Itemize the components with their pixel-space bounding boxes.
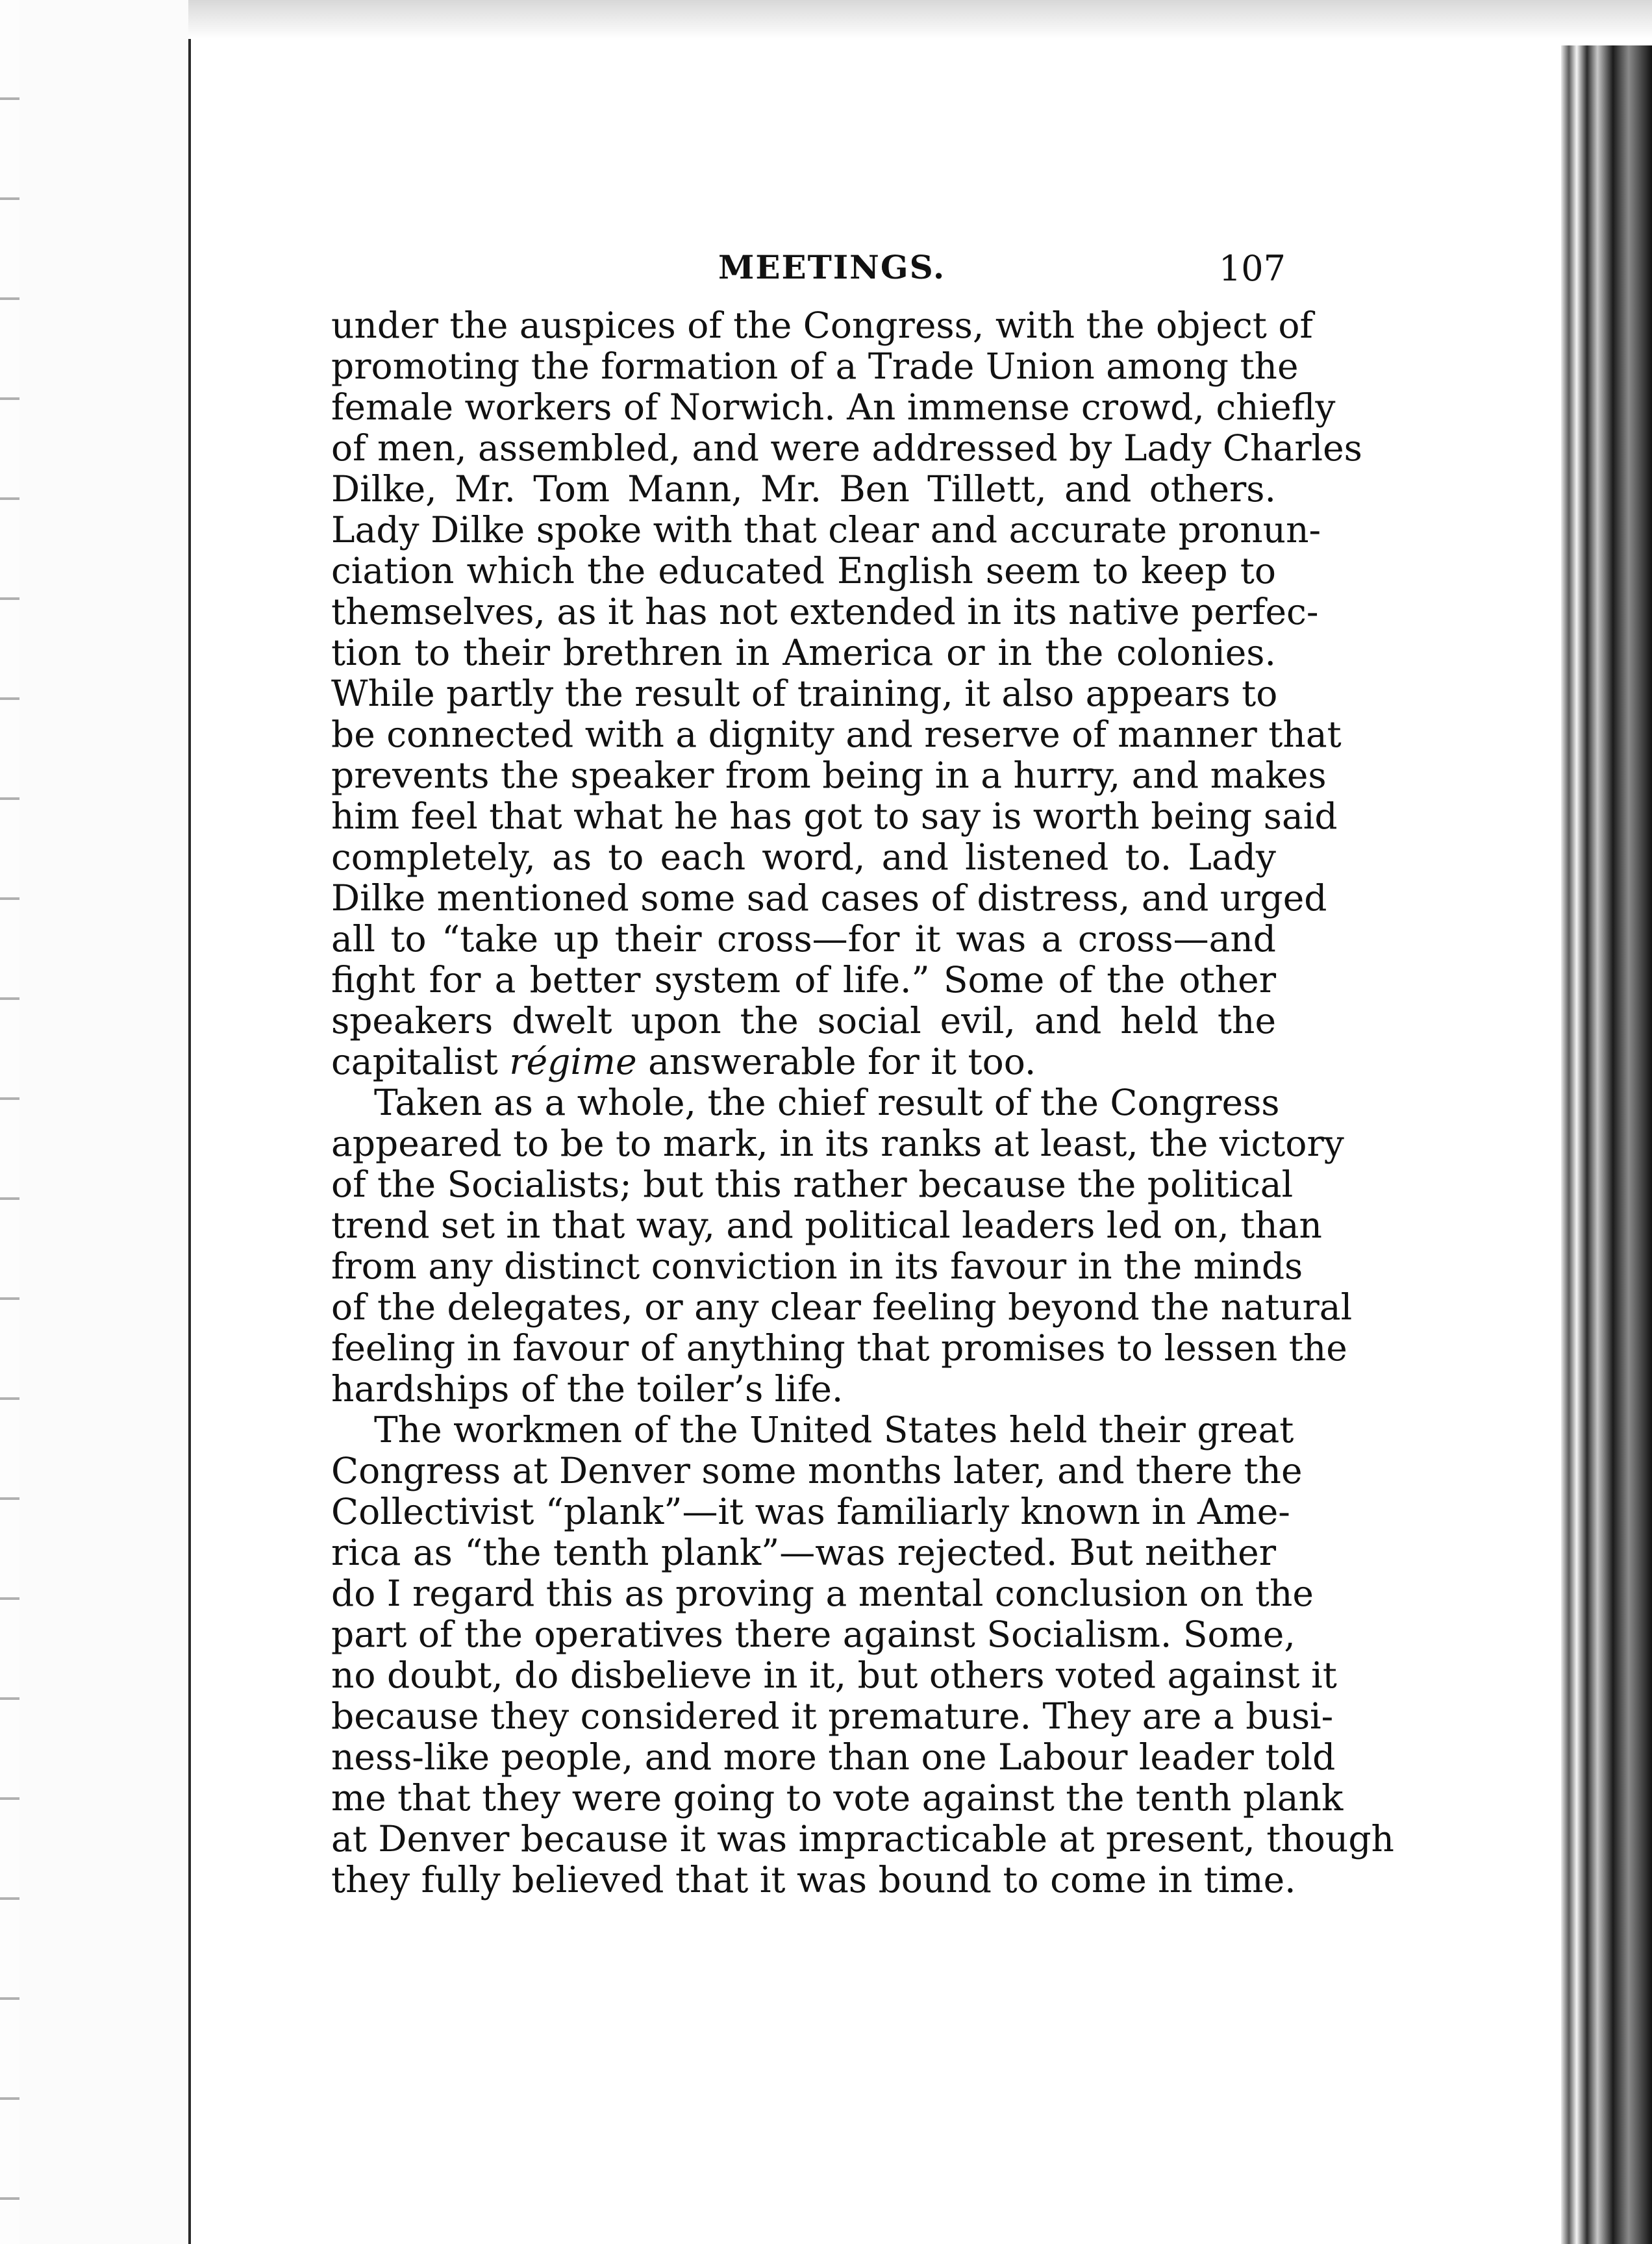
text-line: of the delegates, or any clear feeling beyond the natural: [331, 1286, 1353, 1328]
text-line: ciation which the educated English seem to keep to: [331, 550, 1276, 592]
text-line: appeared to be to mark, in its ranks at least, the victory: [331, 1123, 1344, 1164]
text-line: Congress at Denver some months later, and there the: [331, 1450, 1303, 1491]
text-line: they fully believed that it was bound to come in time.: [331, 1859, 1296, 1901]
text-fragment: answerable for it too.: [648, 1041, 1036, 1082]
text-line: Taken as a whole, the chief result of the Congress: [374, 1082, 1280, 1123]
top-page-edge: [188, 0, 1652, 39]
text-line: themselves, as it has not extended in its native perfec-: [331, 591, 1319, 632]
text-line: all to “take up their cross—for it was a cross—and: [331, 918, 1276, 960]
right-book-edge: [1561, 45, 1652, 2244]
italic-word: régime: [509, 1041, 637, 1082]
text-line: [331, 1041, 1276, 1082]
text-line: Dilke, Mr. Tom Mann, Mr. Ben Tillett, and others.: [331, 468, 1276, 510]
text-line: Collectivist “plank”—it was familiarly known in Ame-: [331, 1491, 1290, 1532]
text-line: Dilke mentioned some sad cases of distress, and urged: [331, 877, 1327, 919]
text-line: me that they were going to vote against the tenth plank: [331, 1777, 1344, 1819]
text-line: hardships of the toiler’s life.: [331, 1368, 844, 1410]
text-line: trend set in that way, and political leaders led on, than: [331, 1204, 1322, 1246]
text-line: While partly the result of training, it also appears to: [331, 673, 1278, 714]
text-line: from any distinct conviction in its favour in the minds: [331, 1245, 1303, 1287]
text-line: tion to their brethren in America or in the colonies.: [331, 632, 1276, 673]
text-line: of men, assembled, and were addressed by Lady Charles: [331, 427, 1362, 469]
text-line: do I regard this as proving a mental conclusion on the: [331, 1573, 1314, 1614]
text-line: rica as “the tenth plank”—was rejected. But neither: [331, 1532, 1276, 1573]
text-line: completely, as to each word, and listened to. Lady: [331, 836, 1276, 878]
text-line: fight for a better system of life.” Some of the other: [331, 959, 1276, 1001]
text-fragment: capitalist: [331, 1041, 498, 1082]
text-line: no doubt, do disbelieve in it, but others voted against it: [331, 1654, 1337, 1696]
text-line: ness-like people, and more than one Labour leader told: [331, 1736, 1336, 1778]
text-line: prevents the speaker from being in a hurry, and makes: [331, 754, 1327, 796]
page-number: 107: [1218, 248, 1286, 289]
text-line: speakers dwelt upon the social evil, and held the: [331, 1000, 1276, 1041]
text-line: under the auspices of the Congress, with the object of: [331, 305, 1313, 346]
left-gutter-marks: [0, 0, 19, 2244]
text-line: part of the operatives there against Socialism. Some,: [331, 1614, 1295, 1655]
text-line: promoting the formation of a Trade Union among the: [331, 345, 1299, 387]
text-line: Lady Dilke spoke with that clear and accurate pronun-: [331, 509, 1321, 551]
left-page-edge: [0, 0, 191, 2244]
running-header: [331, 248, 1286, 293]
text-line: of the Socialists; but this rather because the political: [331, 1164, 1294, 1205]
text-line: at Denver because it was impracticable at present, though: [331, 1818, 1394, 1860]
running-title: MEETINGS.: [718, 248, 946, 286]
body-text: [331, 305, 1394, 1901]
text-line: because they considered it premature. They are a busi-: [331, 1695, 1334, 1737]
text-line: female workers of Norwich. An immense crowd, chiefly: [331, 386, 1336, 428]
text-line: The workmen of the United States held their great: [374, 1409, 1294, 1451]
text-line: be connected with a dignity and reserve of manner that: [331, 714, 1342, 755]
text-line: feeling in favour of anything that promises to lessen the: [331, 1327, 1347, 1369]
text-line: him feel that what he has got to say is worth being said: [331, 795, 1338, 837]
